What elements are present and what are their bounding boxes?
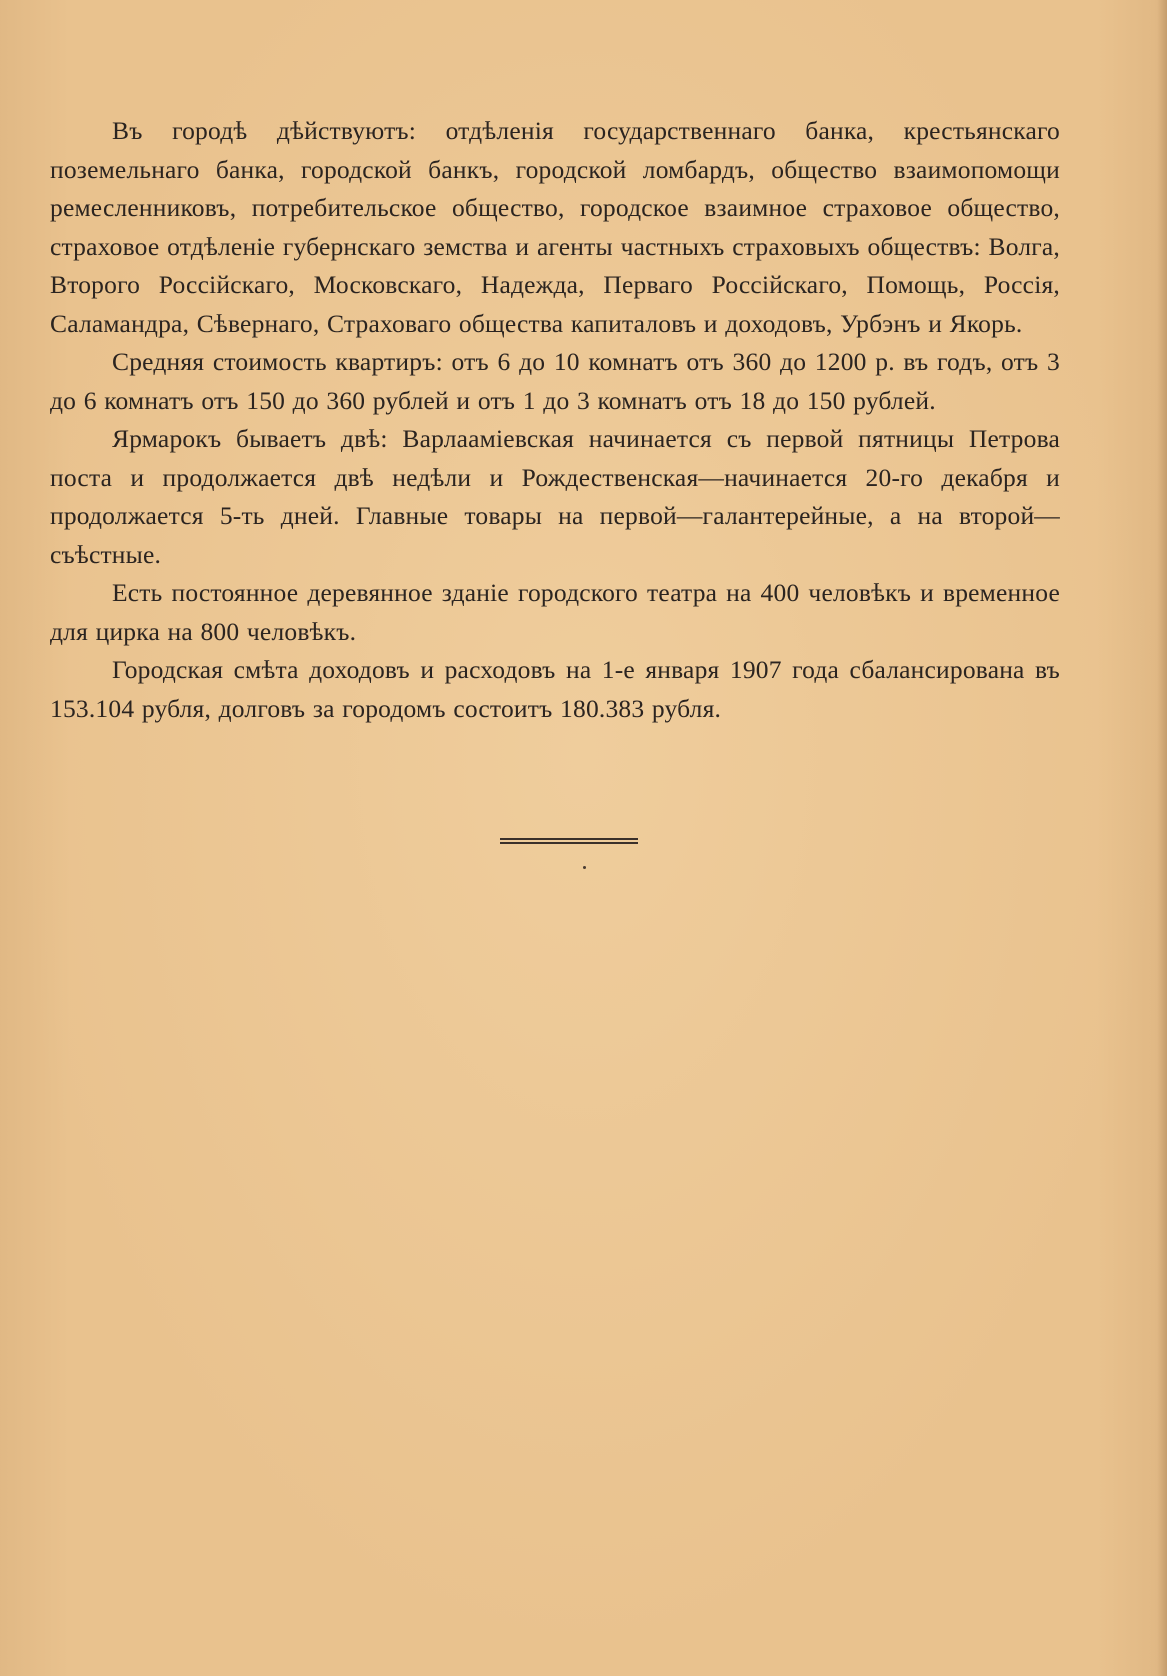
paragraph-theatre: Есть постоянное деревянное зданіе городского театра на 400 человѣкъ и временное для цирка на 800 человѣкъ. <box>50 578 1060 646</box>
paragraph-institutions: Въ городѣ дѣйствуютъ: отдѣленія государственнаго банка, крестьянскаго поземельнаго банка, городской банкъ, городской ломбардъ, общество взаимопомощи ремесленниковъ, потребительское общество, городское взаимное страховое общество, страховое отдѣленіе губернскаго земства и агенты частныхъ страховыхъ обществъ: Волга, Второго Россійскаго, Московскаго, Надежда, Перваго Россійскаго, Помощь, Россія, Саламандра, Сѣвернаго, Страховаго общества капиталовъ и доходовъ, Урбэнъ и Якорь. <box>50 116 1060 338</box>
page-edge-shadow <box>1157 0 1167 1676</box>
print-dot <box>583 866 586 869</box>
paragraph-apartment-cost: Средняя стоимость квартиръ: отъ 6 до 10 комнатъ отъ 360 до 1200 р. въ годъ, отъ 3 до 6 комнатъ отъ 150 до 360 рублей и отъ 1 до 3 комнатъ отъ 18 до 150 рублей. <box>50 347 1060 415</box>
body-text <box>50 112 1060 728</box>
paragraph-fairs: Ярмарокъ бываетъ двѣ: Варлааміевская начинается съ первой пятницы Петрова поста и продолжается двѣ недѣли и Рождественская—начинается 20-го декабря и продолжается 5-ть дней. Главные товары на первой—галантерейные, а на второй—съѣстные. <box>50 424 1060 569</box>
section-divider <box>500 838 638 844</box>
paragraph-budget: Городская смѣта доходовъ и расходовъ на 1-е января 1907 года сбалансирована въ 153.104 рубля, долговъ за городомъ состоитъ 180.383 рубля. <box>50 655 1060 723</box>
